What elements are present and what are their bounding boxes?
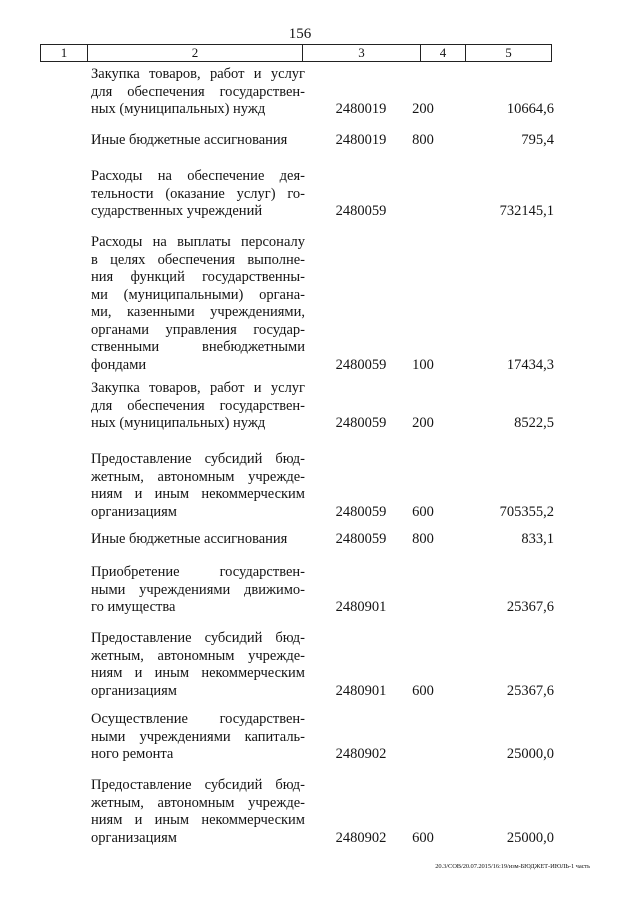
column-header-2: 2 bbox=[88, 45, 303, 61]
row-description-line: Иные бюджетные ассигнования bbox=[91, 132, 288, 148]
row-amount: 732145,1 bbox=[499, 203, 554, 219]
row-description-line: Закупка товаров, работ и услуг bbox=[91, 380, 305, 396]
row-expense-type: 600 bbox=[412, 829, 434, 846]
row-description-line: ственными внебюджетными bbox=[91, 339, 305, 355]
row-description-line: ными учреждениями капиталь- bbox=[91, 728, 305, 745]
row-amount: 705355,2 bbox=[499, 503, 554, 520]
row-description-line: Расходы на обеспечение дея- bbox=[91, 168, 305, 184]
row-description-line: Закупка товаров, работ и услуг bbox=[91, 66, 305, 82]
row-description-line: Предоставление субсидий бюд- bbox=[91, 777, 305, 793]
row-description-line: тельности (оказание услуг) го- bbox=[91, 185, 305, 202]
row-description-line: ми, казенными учреждениями, bbox=[91, 304, 305, 320]
row-description-line: ниям и иным некоммерческим bbox=[91, 812, 305, 828]
row-description bbox=[91, 234, 305, 374]
row-description-line: Иные бюджетные ассигнования bbox=[91, 531, 288, 547]
row-expense-type: 600 bbox=[412, 503, 434, 520]
row-description-line: ных (муниципальных) нужд bbox=[91, 101, 266, 117]
row-code: 2480059 bbox=[335, 531, 387, 547]
row-description bbox=[91, 777, 305, 847]
row-expense-type: 200 bbox=[412, 101, 434, 117]
row-description bbox=[91, 531, 305, 549]
row-description-line: организациям bbox=[91, 682, 177, 699]
row-amount: 25000,0 bbox=[506, 746, 554, 762]
row-description-line: для обеспечения государствен- bbox=[91, 397, 305, 414]
column-header-5: 5 bbox=[505, 45, 512, 60]
row-description bbox=[91, 630, 305, 700]
row-description-line: органами управления государ- bbox=[91, 321, 305, 338]
row-description bbox=[91, 711, 305, 764]
row-description-line: ниям и иным некоммерческим bbox=[91, 665, 305, 681]
row-code: 2480019 bbox=[335, 101, 387, 117]
row-description-line: жетным, автономным учрежде- bbox=[91, 794, 305, 811]
row-description-line: в целях обеспечения выполне- bbox=[91, 251, 305, 268]
row-amount: 25367,6 bbox=[506, 682, 554, 699]
row-description-line: жетным, автономным учрежде- bbox=[91, 647, 305, 664]
row-description-line: го имущества bbox=[91, 599, 176, 615]
row-description-line: ными учреждениями движимо- bbox=[91, 581, 305, 598]
row-description-line: организациям bbox=[91, 829, 177, 846]
row-amount: 10664,6 bbox=[506, 101, 554, 117]
row-amount: 25367,6 bbox=[506, 599, 554, 615]
page-number: 156 bbox=[288, 26, 312, 42]
column-header-row bbox=[40, 44, 552, 62]
row-description-line: Предоставление субсидий бюд- bbox=[91, 451, 305, 467]
row-expense-type: 800 bbox=[412, 531, 434, 547]
row-code: 2480059 bbox=[335, 415, 387, 431]
document-footer-code: 20.3/СОВ/20.07.2015/16:19/изм-БЮДЖЕТ-ИЮЛЬ-1 часть bbox=[435, 863, 590, 870]
row-description-line: ниям и иным некоммерческим bbox=[91, 486, 305, 502]
row-expense-type: 800 bbox=[412, 132, 434, 148]
row-expense-type: 600 bbox=[412, 682, 434, 699]
row-description bbox=[91, 380, 305, 433]
row-code: 2480901 bbox=[335, 599, 387, 615]
column-header-3: 3 bbox=[303, 45, 421, 61]
row-amount: 17434,3 bbox=[506, 356, 554, 373]
row-amount: 833,1 bbox=[521, 531, 554, 547]
row-code: 2480059 bbox=[335, 503, 387, 520]
row-expense-type: 200 bbox=[412, 415, 434, 431]
row-description bbox=[91, 451, 305, 521]
column-header-4: 4 bbox=[421, 45, 466, 61]
row-description-line: фондами bbox=[91, 356, 147, 373]
row-description-line: Расходы на выплаты персоналу bbox=[91, 234, 305, 250]
row-description bbox=[91, 66, 305, 119]
row-amount: 795,4 bbox=[521, 132, 554, 148]
row-description-line: организациям bbox=[91, 503, 177, 520]
row-amount: 25000,0 bbox=[506, 829, 554, 846]
row-description bbox=[91, 132, 305, 150]
row-code: 2480019 bbox=[335, 132, 387, 148]
row-description-line: Предоставление субсидий бюд- bbox=[91, 630, 305, 646]
row-amount: 8522,5 bbox=[514, 415, 554, 431]
row-code: 2480901 bbox=[335, 682, 387, 699]
row-code: 2480059 bbox=[335, 356, 387, 373]
row-description-line: Приобретение государствен- bbox=[91, 564, 305, 580]
row-code: 2480059 bbox=[335, 203, 387, 219]
row-code: 2480902 bbox=[335, 746, 387, 762]
row-description-line: для обеспечения государствен- bbox=[91, 83, 305, 100]
row-description-line: ного ремонта bbox=[91, 746, 174, 762]
row-description-line: сударственных учреждений bbox=[91, 203, 263, 219]
row-expense-type: 100 bbox=[412, 356, 434, 373]
row-description bbox=[91, 168, 305, 221]
row-description-line: ния функций государственны- bbox=[91, 269, 305, 285]
column-header-1: 1 bbox=[41, 45, 88, 61]
row-description bbox=[91, 564, 305, 617]
row-description-line: ми (муниципальными) органа- bbox=[91, 286, 305, 303]
row-description-line: Осуществление государствен- bbox=[91, 711, 305, 727]
row-description-line: ных (муниципальных) нужд bbox=[91, 415, 266, 431]
row-description-line: жетным, автономным учрежде- bbox=[91, 468, 305, 485]
row-code: 2480902 bbox=[335, 829, 387, 846]
